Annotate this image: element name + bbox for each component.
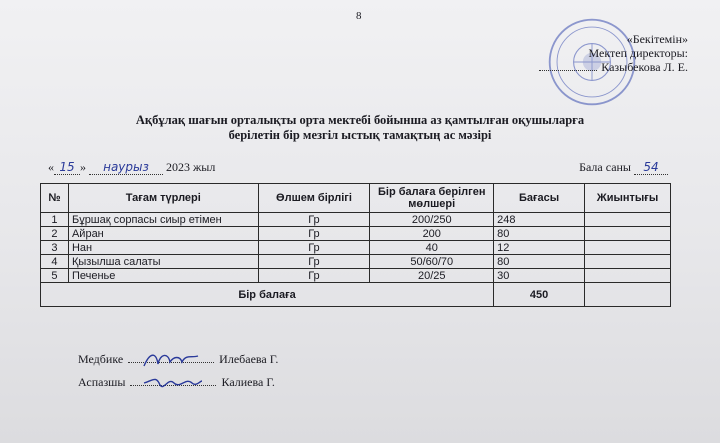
page-number: 8 [356,10,362,22]
menu-table [40,183,671,307]
header-total: Жиынтығы [585,184,671,213]
date-day: 15 [54,160,80,175]
nurse-name: Илебаева Г. [219,352,279,366]
cook-label: Аспазшы [78,375,126,389]
total-row [41,283,671,307]
header-portion: Бір балаға берілген мөлшері [370,184,494,213]
date-year: 2023 жыл [166,160,216,174]
header-price: Бағасы [494,184,585,213]
date-close-quote: » [80,160,86,174]
director-signature-line [539,70,597,71]
document-title [0,113,720,143]
table-row: 4 Қызылша салаты Гр 50/60/70 80 [41,255,671,269]
date-month: наурыз [89,160,163,175]
nurse-signature-line [78,352,278,367]
table-header-row [41,184,671,213]
cook-name: Калиева Г. [221,375,275,389]
table-row: 3 Нан Гр 40 12 [41,241,671,255]
title-line-1: Ақбұлақ шағын орталықты орта мектебі бойынша аз қамтылған оқушыларға [135,113,585,127]
total-value: 450 [494,283,585,307]
table-row: 1 Бұршақ сорпасы сиыр етімен Гр 200/250 248 [41,213,671,227]
nurse-signature [128,362,214,363]
header-dish: Тағам түрлері [68,184,258,213]
nurse-label: Медбике [78,352,124,366]
children-count-label: Бала саны [579,160,631,174]
approval-position: Мектеп директоры: [588,46,688,60]
children-count [579,160,668,175]
header-unit: Өлшем бірлігі [258,184,370,213]
director-name: Казыбекова Л. Е. [601,60,688,74]
cook-signature-line [78,375,275,390]
cook-signature-scribble [142,371,202,395]
approval-heading: «Бекітемін» [626,32,688,46]
title-line-2: берілетін бір мезгіл ыстық тамақтың ас мәзірі [228,128,492,142]
header-number: № [41,184,69,213]
cook-signature [130,385,216,386]
table-row: 2 Айран Гр 200 80 [41,227,671,241]
date-open-quote: « [48,160,54,174]
approval-block [539,32,688,74]
nurse-signature-scribble [140,348,200,372]
table-row: 5 Печенье Гр 20/25 30 [41,269,671,283]
children-count-value: 54 [634,160,668,175]
total-label: Бір балаға [41,283,494,307]
date-line [48,160,215,175]
